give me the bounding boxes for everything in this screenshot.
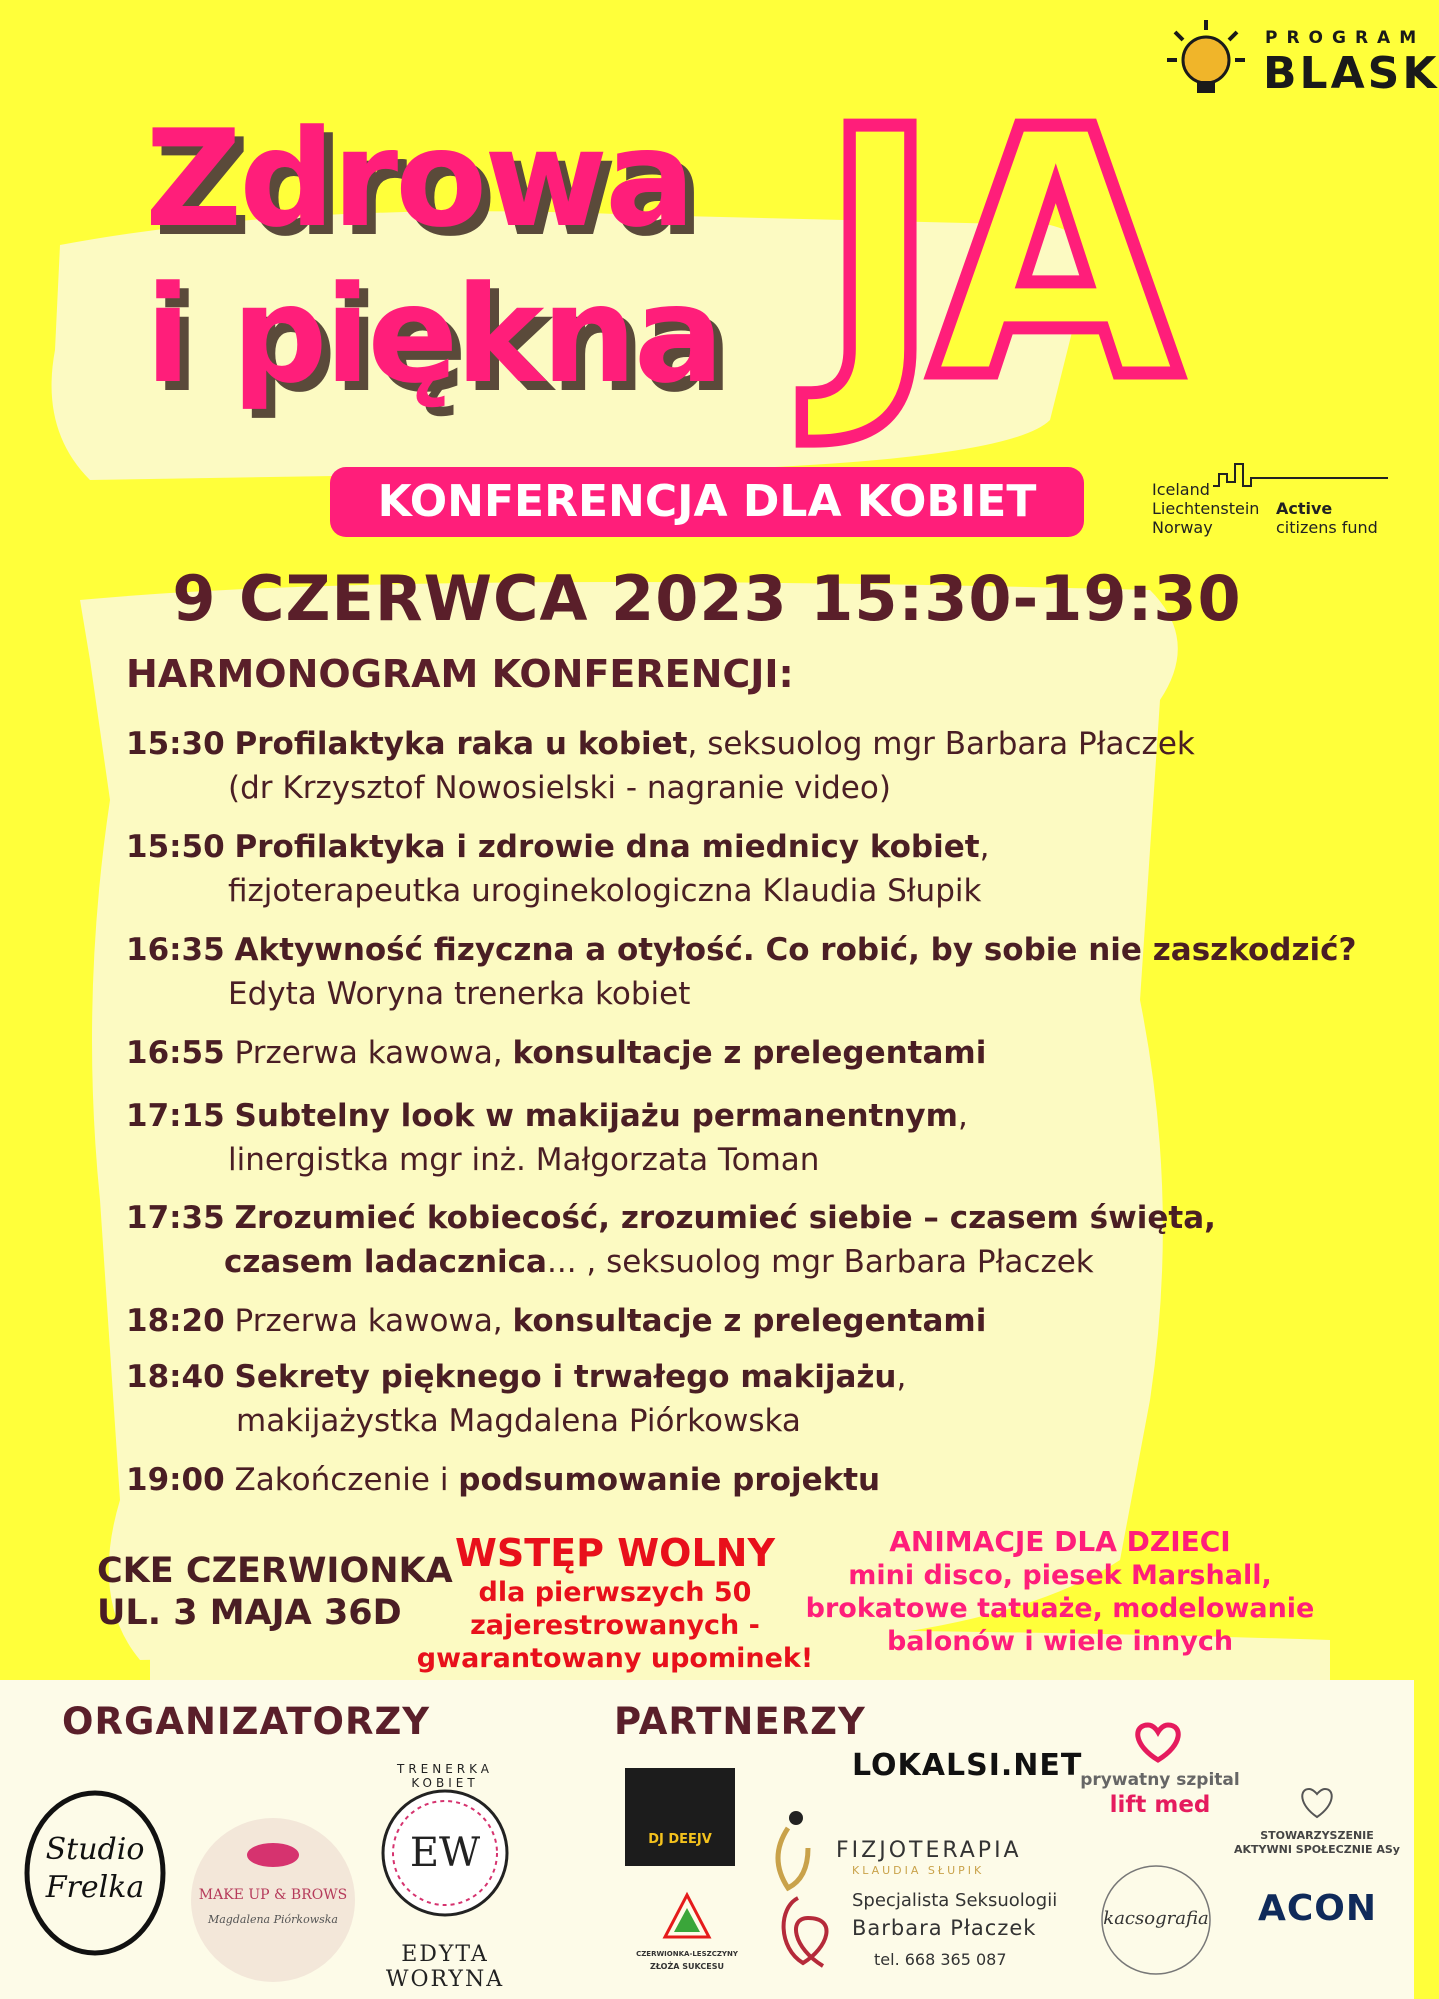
schedule-item bbox=[126, 928, 1357, 1016]
location-line-2: UL. 3 MAJA 36D bbox=[97, 1593, 402, 1633]
kids-line-3: balonów i wiele innych bbox=[886, 1626, 1234, 1657]
makeup-line-2: Magdalena Piórkowska bbox=[207, 1913, 338, 1926]
makeup-brows-logo bbox=[188, 1815, 358, 1985]
schedule-item bbox=[126, 1031, 986, 1075]
schedule-time: 15:30 bbox=[126, 726, 225, 762]
sponsors-section bbox=[0, 1680, 1414, 1999]
schedule-topic: Profilaktyka raka u kobiet bbox=[234, 726, 688, 762]
czerwionka-line-1: CZERWIONKA-LESZCZYNY bbox=[636, 1950, 738, 1958]
schedule-subline: Edyta Woryna trenerka kobiet bbox=[228, 976, 691, 1012]
czerwionka-line-2: ZŁOŻA SUKCESU bbox=[650, 1962, 724, 1971]
liftmed-line-2: lift med bbox=[1109, 1792, 1211, 1818]
schedule-time: 15:50 bbox=[126, 829, 225, 865]
schedule-topic: konsultacje z prelegentami bbox=[512, 1035, 987, 1071]
edyta-name: EDYTA WORYNA bbox=[385, 1942, 505, 1992]
schedule-topic: Profilaktyka i zdrowie dna miednicy kobiet bbox=[234, 829, 980, 865]
schedule-time: 19:00 bbox=[126, 1462, 225, 1498]
schedule-subline: (dr Krzysztof Nowosielski - nagranie video) bbox=[228, 770, 891, 806]
edyta-woryna-logo bbox=[360, 1762, 530, 1992]
location-line-1: CKE CZERWIONKA bbox=[97, 1551, 453, 1591]
schedule-topic: Zrozumieć kobiecość, zrozumieć siebie – czasem święta, bbox=[234, 1200, 1216, 1236]
fizjo-sub: KLAUDIA SŁUPIK bbox=[852, 1864, 985, 1877]
dj-deejv-logo bbox=[625, 1768, 735, 1866]
seksuolog-logo bbox=[768, 1880, 1068, 1980]
fund-country-2: Liechtenstein bbox=[1152, 499, 1260, 518]
schedule-topic: Subtelny look w makijażu permanentnym bbox=[234, 1098, 958, 1134]
organizers-heading: ORGANIZATORZY bbox=[62, 1700, 431, 1743]
conference-banner: KONFERENCJA DLA KOBIET bbox=[330, 467, 1084, 537]
schedule-subline-bold: czasem ladacznica bbox=[224, 1244, 547, 1280]
fund-skyline-icon bbox=[1213, 460, 1388, 490]
frelka-line-1: Studio bbox=[45, 1832, 145, 1867]
schedule-time: 18:40 bbox=[126, 1359, 225, 1395]
schedule-subline: fizjoterapeutka uroginekologiczna Klaudia Słupik bbox=[228, 873, 982, 909]
czerwionka-triangle-icon bbox=[662, 1892, 712, 1942]
schedule-topic: podsumowanie projektu bbox=[458, 1462, 881, 1498]
schedule-item bbox=[126, 825, 989, 913]
fund-name-1: Active bbox=[1276, 499, 1333, 518]
schedule-time: 17:35 bbox=[126, 1200, 225, 1236]
schedule-item bbox=[126, 1299, 986, 1343]
schedule-pre: Zakończenie i bbox=[234, 1462, 459, 1498]
schedule-item bbox=[126, 1355, 906, 1443]
acon-logo: ACON bbox=[1258, 1888, 1378, 1929]
czerwionka-logo bbox=[636, 1892, 738, 1987]
title-ja: JA bbox=[820, 58, 1172, 454]
fund-name-2: citizens fund bbox=[1276, 518, 1378, 537]
schedule-subline: makijażystka Magdalena Piórkowska bbox=[236, 1403, 801, 1439]
schedule-time: 16:35 bbox=[126, 932, 225, 968]
schedule-pre: Przerwa kawowa, bbox=[234, 1303, 513, 1339]
entry-line-1: dla pierwszych 50 bbox=[478, 1577, 752, 1608]
schedule-topic: Sekrety pięknego i trwałego makijażu bbox=[234, 1359, 897, 1395]
schedule-time: 17:15 bbox=[126, 1098, 225, 1134]
free-entry-info bbox=[395, 1530, 835, 1675]
schedule-detail: , bbox=[957, 1098, 968, 1134]
schedule-item bbox=[126, 1094, 968, 1182]
seksuolog-figure-icon bbox=[768, 1888, 848, 1972]
stow-heart-icon bbox=[1297, 1785, 1337, 1821]
edyta-top-label: TRENERKA KOBIET bbox=[396, 1762, 493, 1790]
program-blask-logo bbox=[1165, 18, 1439, 99]
schedule-detail: , bbox=[896, 1359, 907, 1395]
program-label: PROGRAM bbox=[1265, 28, 1426, 48]
seks-line-1: Specjalista Seksuologii bbox=[852, 1890, 1058, 1911]
frelka-line-2: Frelka bbox=[45, 1870, 145, 1905]
schedule-item bbox=[126, 1196, 1216, 1284]
studio-frelka-logo bbox=[22, 1788, 168, 1958]
edyta-initials: EW bbox=[409, 1830, 481, 1876]
entry-line-3: gwarantowany upominek! bbox=[416, 1643, 814, 1674]
liftmed-heart-icon bbox=[1128, 1720, 1188, 1764]
schedule-detail: , bbox=[979, 829, 990, 865]
partners-heading: PARTNERZY bbox=[614, 1700, 866, 1743]
entry-line-2: zajerestrowanych - bbox=[470, 1610, 760, 1641]
liftmed-logo bbox=[1080, 1720, 1240, 1830]
kids-line-2: brokatowe tatuaże, modelowanie bbox=[805, 1593, 1315, 1624]
kids-animations-info bbox=[800, 1525, 1320, 1658]
kids-line-1: mini disco, piesek Marshall, bbox=[848, 1560, 1272, 1591]
entry-heading: WSTĘP WOLNY bbox=[455, 1531, 775, 1575]
schedule-item bbox=[126, 1458, 880, 1502]
title-line-2: i piękna bbox=[145, 257, 722, 413]
stowarzyszenie-logo bbox=[1222, 1785, 1412, 1865]
schedule-subline: linergistka mgr inż. Małgorzata Toman bbox=[228, 1142, 820, 1178]
stow-line-2: AKTYWNI SPOŁECZNIE ASy bbox=[1234, 1843, 1400, 1856]
stow-line-1: STOWARZYSZENIE bbox=[1260, 1829, 1374, 1842]
blask-label: BLASK bbox=[1263, 48, 1439, 99]
seks-line-2: Barbara Płaczek bbox=[852, 1916, 1037, 1940]
schedule-heading: HARMONOGRAM KONFERENCJI: bbox=[126, 652, 794, 696]
schedule-topic: Aktywność fizyczna a otyłość. Co robić, by sobie nie zaszkodzić? bbox=[234, 932, 1357, 968]
bulb-icon bbox=[1165, 18, 1247, 100]
dj-label: DJ DEEJV bbox=[648, 1832, 712, 1847]
fund-country-3: Norway bbox=[1152, 518, 1213, 537]
liftmed-line-1: prywatny szpital bbox=[1080, 1770, 1240, 1790]
fund-country-1: Iceland bbox=[1152, 480, 1210, 499]
kacsografia-logo bbox=[1086, 1860, 1226, 1980]
schedule-topic: konsultacje z prelegentami bbox=[512, 1303, 987, 1339]
kids-heading: ANIMACJE DLA DZIECI bbox=[889, 1525, 1231, 1558]
schedule-item bbox=[126, 722, 1195, 810]
lokalsi-logo: LOKALSI.NET bbox=[852, 1748, 1083, 1783]
schedule-detail: , seksuolog mgr Barbara Płaczek bbox=[687, 726, 1195, 762]
schedule-time: 18:20 bbox=[126, 1303, 225, 1339]
schedule-time: 16:55 bbox=[126, 1035, 225, 1071]
schedule-pre: Przerwa kawowa, bbox=[234, 1035, 513, 1071]
schedule-subline: ... , seksuolog mgr Barbara Płaczek bbox=[546, 1244, 1094, 1280]
fizjo-name: FIZJOTERAPIA bbox=[836, 1838, 1022, 1863]
makeup-line-1: MAKE UP & BROWS bbox=[198, 1887, 348, 1903]
active-citizens-fund-logo bbox=[1150, 460, 1390, 540]
seks-line-3: tel. 668 365 087 bbox=[874, 1950, 1007, 1969]
kacsografia-name: kacsografia bbox=[1103, 1908, 1209, 1929]
event-date: 9 CZERWCA 2023 15:30-19:30 bbox=[172, 562, 1242, 635]
title-line-1: Zdrowa bbox=[145, 101, 693, 257]
